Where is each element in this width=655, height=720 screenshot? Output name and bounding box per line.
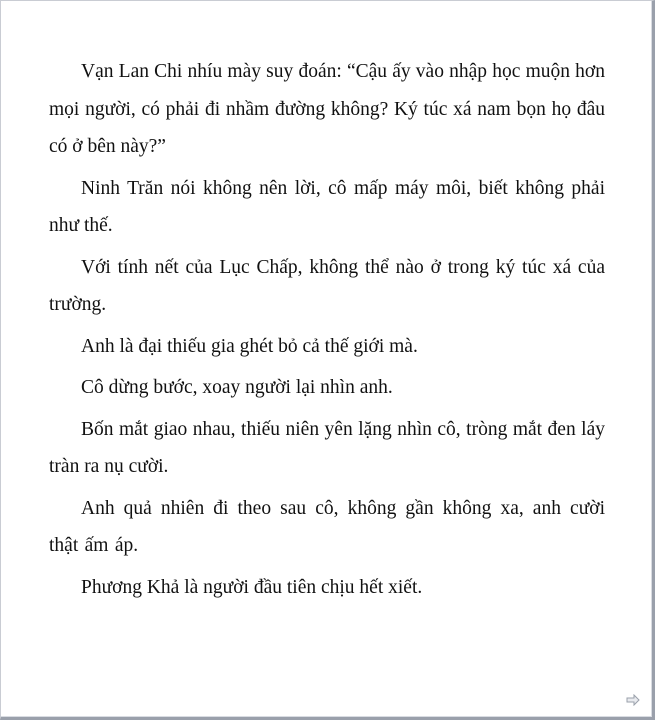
document-text [49,53,605,610]
paragraph-3: Với tính nết của Lục Chấp, không thể nào ở trong ký túc xá của trường. [49,256,605,315]
paragraph-7: Anh quả nhiên đi theo sau cô, không gần không xa, anh cười thật ấm áp. [49,497,605,556]
paragraph-2: Ninh Trăn nói không nên lời, cô mấp máy môi, biết không phải như thế. [49,177,605,236]
paragraph-5: Cô dừng bước, xoay người lại nhìn anh. [81,377,393,398]
next-page-arrow-icon[interactable] [626,694,640,706]
paragraph-8: Phương Khả là người đầu tiên chịu hết xiết. [81,576,423,598]
paragraph-1: Vạn Lan Chi nhíu mày suy đoán: “Cậu ấy vào nhập học muộn hơn mọi người, có phải đi nhầm đường không? Ký túc xá nam bọn họ đâu có ở bên này?” [49,61,605,157]
paragraph-4: Anh là đại thiếu gia ghét bỏ cả thế giới mà. [81,335,418,357]
paragraph-6: Bốn mắt giao nhau, thiếu niên yên lặng nhìn cô, tròng mắt đen láy tràn ra nụ cười. [49,418,605,477]
